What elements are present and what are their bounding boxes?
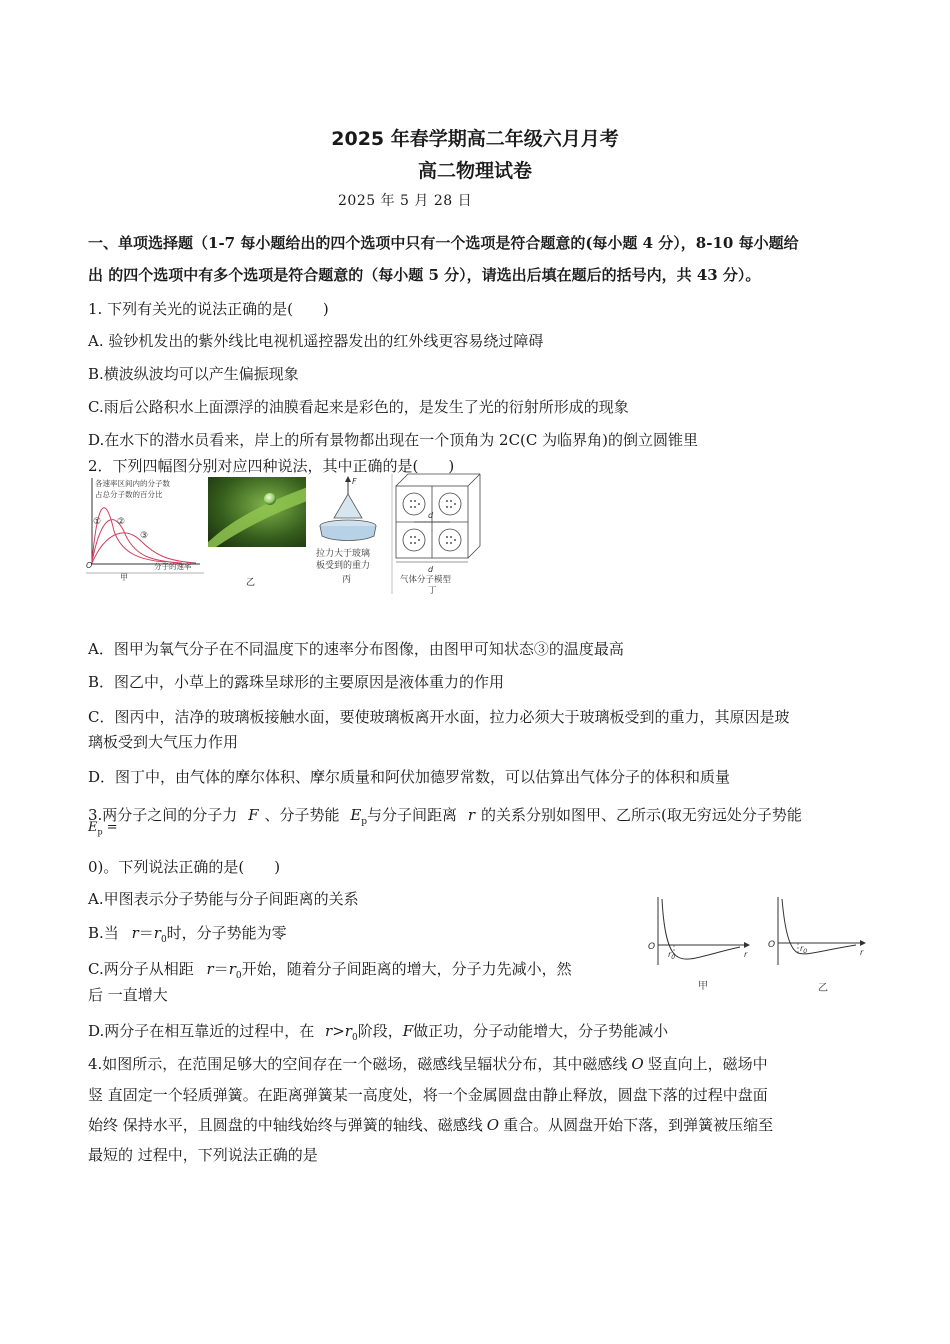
q2-figure-ding <box>392 472 482 594</box>
q3-jia-r-axis: r <box>744 950 748 959</box>
q3-stem-line3: 0)。下列说法正确的是( ) <box>88 858 281 876</box>
q2-figure-yi-photo <box>208 477 306 547</box>
jia-ylabel2: 占总分子数的百分比 <box>95 490 163 499</box>
q3-jia-caption: 甲 <box>698 981 708 992</box>
section-instructions-line1: 一、单项选择题（1-7 每小题给出的四个选项中只有一个选项是符合题意的(每小题 4 分），8-10 每小题给 <box>88 234 799 252</box>
q2-option-c-line1: C．图丙中，洁净的玻璃板接触水面，要使玻璃板离开水面，拉力必须大于玻璃板受到的重力，其原因是玻 <box>88 708 790 726</box>
q1-stem: 1. 下列有关光的说法正确的是( ) <box>88 300 329 318</box>
jia-curve1: ① <box>93 517 102 527</box>
bing-label1: 拉力大于玻璃 <box>316 549 371 559</box>
section-instructions-line2: 出 的四个选项中有多个选项是符合题意的（每小题 5 分），请选出后填在题后的括号内，共 43 分）。 <box>88 266 761 284</box>
q3-option-b: B.当 $r=r_0$时，分子势能为零 <box>88 924 287 945</box>
q3-jia-r0: $r_0$ <box>668 950 676 961</box>
jia-ylabel1: 各速率区间内的分子数 <box>95 479 170 488</box>
bing-caption: 丙 <box>342 575 352 585</box>
q3-figure-yi <box>768 897 866 993</box>
q3-figure-jia <box>648 897 750 992</box>
q4-line4: 最短的 过程中，下列说法正确的是 <box>88 1146 318 1164</box>
q2-option-a: A．图甲为氧气分子在不同温度下的速率分布图像，由图甲可知状态③的温度最高 <box>88 640 624 658</box>
jia-curve2: ② <box>117 517 126 527</box>
exam-date: 2025 年 5 月 28 日 <box>338 193 473 209</box>
q1-option-c: C.雨后公路积水上面漂浮的油膜看起来是彩色的，是发生了光的衍射所形成的现象 <box>88 398 629 416</box>
bing-label2: 板受到的重力 <box>316 561 371 571</box>
q3-option-c-line2: 后 一直增大 <box>88 986 168 1004</box>
jia-caption: 甲 <box>120 573 128 581</box>
ding-label: 气体分子模型 <box>400 575 452 585</box>
jia-origin: O <box>86 561 93 570</box>
q3-yi-caption: 乙 <box>818 983 828 993</box>
exam-title: 2025 年春学期高二年级六月月考 <box>331 128 619 150</box>
q4-line3: 始终 保持水平，且圆盘的中轴线始终与弹簧的轴线、磁感线 O 重合。从圆盘开始下落，到弹簧被压缩至 <box>88 1116 774 1134</box>
ding-d1: d <box>428 511 434 520</box>
q3-option-a: A.甲图表示分子势能与分子间距离的关系 <box>88 890 359 908</box>
q3-stem-line1: 3.两分子之间的分子力 F 、分子势能 $E_p$与分子间距离 r 的关系分别如图甲、乙所示(取无穷远处分子势能 <box>88 806 802 827</box>
ding-d2: d <box>428 565 434 574</box>
q4-line1: 4.如图所示，在范围足够大的空间存在一个磁场，磁感线呈辐状分布，其中磁感线 O 竖直向上，磁场中 <box>88 1055 768 1073</box>
q3-option-d: D.两分子在相互靠近的过程中，在 $r>r_0$阶段，F做正功，分子动能增大，分子势能减小 <box>88 1022 669 1043</box>
q3-figures <box>644 893 874 993</box>
q3-stem-line2: $E_p$ = <box>88 820 118 837</box>
yi-caption: 乙 <box>246 578 256 588</box>
exam-subtitle: 高二物理试卷 <box>417 160 532 182</box>
q1-option-b: B.横波纵波均可以产生偏振现象 <box>88 365 299 383</box>
jia-xlabel: 分子的速率 <box>154 562 192 571</box>
q2-option-b: B．图乙中，小草上的露珠呈球形的主要原因是液体重力的作用 <box>88 673 505 691</box>
q3-option-c-line1: C.两分子从相距 $r=r_0$开始，随着分子间距离的增大，分子力先减小，然 <box>88 960 572 981</box>
q2-stem: 2．下列四幅图分别对应四种说法，其中正确的是( ) <box>88 457 455 475</box>
q3-yi-r0: $r_0$ <box>800 944 808 955</box>
q2-option-c-line2: 璃板受到大气压力作用 <box>88 733 239 751</box>
q2-figure-bing <box>314 474 394 594</box>
q1-option-a: A. 验钞机发出的紫外线比电视机遥控器发出的红外线更容易绕过障碍 <box>88 332 544 350</box>
q3-yi-origin: O <box>768 940 776 950</box>
q4-line2: 竖 直固定一个轻质弹簧。在距离弹簧某一高度处，将一个金属圆盘由静止释放，圆盘下落的过程中盘面 <box>88 1086 768 1104</box>
q2-figure-jia <box>86 476 206 581</box>
bing-force-label: F <box>352 477 357 486</box>
q2-option-d: D．图丁中，由气体的摩尔体积、摩尔质量和阿伏加德罗常数，可以估算出气体分子的体积和质量 <box>88 768 731 786</box>
q3-yi-r-axis: r <box>860 948 864 957</box>
jia-curve3: ③ <box>140 531 149 541</box>
q1-option-d: D.在水下的潜水员看来，岸上的所有景物都出现在一个顶角为 2C(C 为临界角)的倒立圆锥里 <box>88 431 699 449</box>
q3-jia-origin: O <box>648 942 656 952</box>
ding-caption: 丁 <box>428 586 437 594</box>
